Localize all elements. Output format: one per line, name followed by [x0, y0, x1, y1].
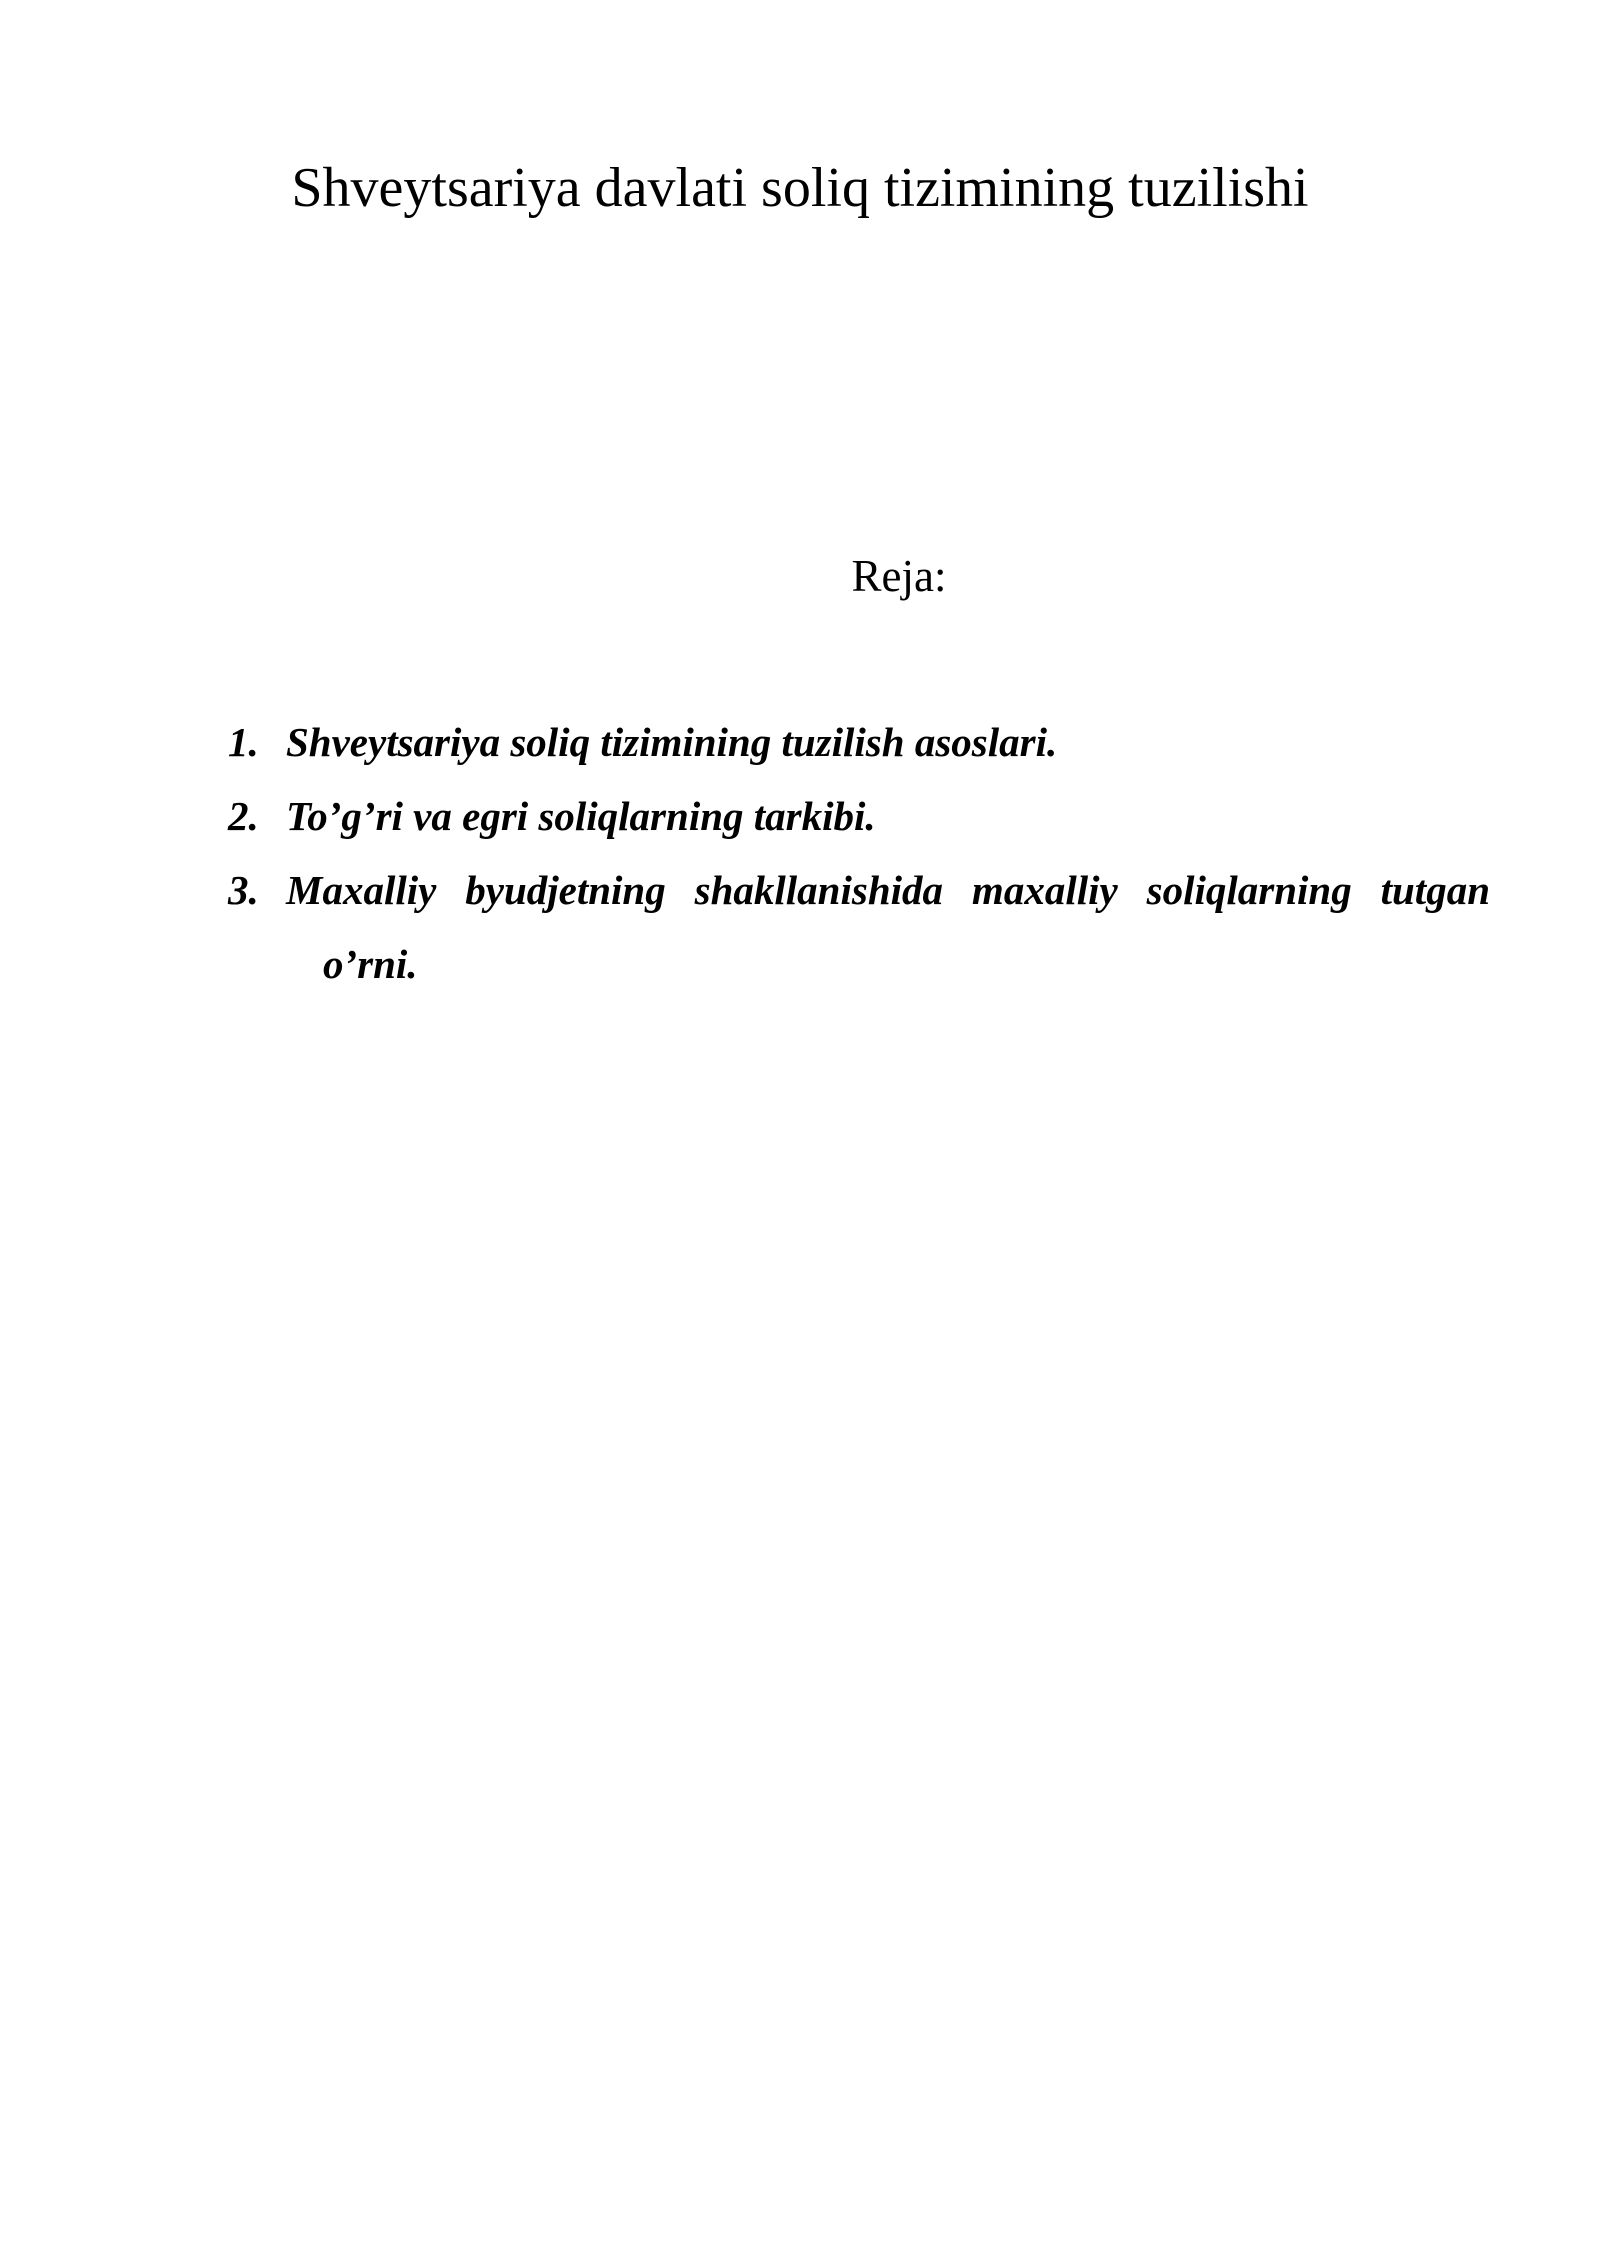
plan-item-number: 3. — [228, 867, 259, 913]
plan-item-3 — [228, 853, 1490, 1001]
plan-item-number: 1. — [228, 719, 259, 765]
plan-item-number: 2. — [228, 793, 259, 839]
plan-list — [228, 705, 1490, 1001]
plan-item-text: Shveytsariya soliq tizimining tuzilish asoslari. — [286, 719, 1058, 765]
plan-item-2 — [228, 779, 1490, 853]
plan-item-text-line-1: Maxalliy byudjetning shakllanishida maxalliy soliqlarning tutgan — [286, 867, 1490, 913]
plan-item-text: To’g’ri va egri soliqlarning tarkibi. — [286, 793, 876, 839]
plan-item-text — [286, 853, 1490, 1001]
plan-item-1 — [228, 705, 1490, 779]
plan-heading-text: Reja: — [851, 551, 947, 601]
document-title: Shveytsariya davlati soliq tizimining tuzilishi — [291, 157, 1309, 219]
plan-heading — [0, 546, 1600, 606]
plan-item-text-line-2: o’rni. — [323, 941, 418, 987]
